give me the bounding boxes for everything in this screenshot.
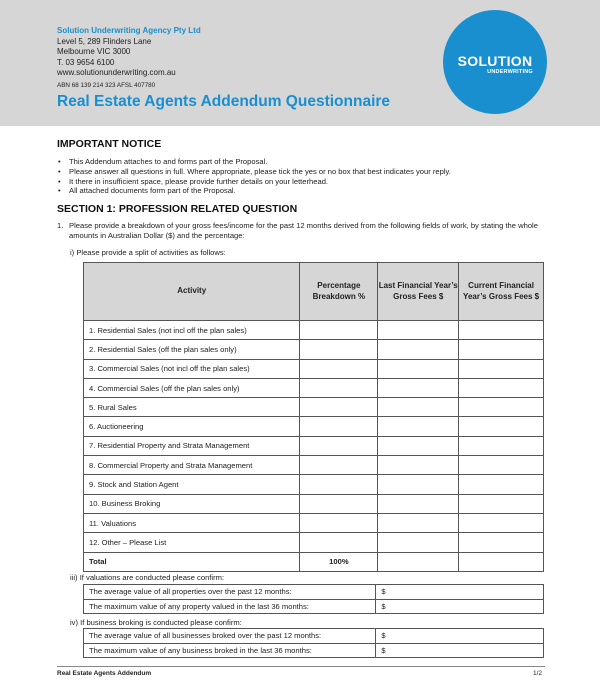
table-row <box>84 585 544 600</box>
broking-question: The average value of all businesses broked over the past 12 months: <box>84 629 376 644</box>
broking-answer-field[interactable]: $ <box>376 629 544 644</box>
valuation-question: The maximum value of any property valued in the last 36 months: <box>84 599 376 614</box>
current-fy-cell[interactable] <box>459 378 544 397</box>
activity-label: 1. Residential Sales (not incl off the plan sales) <box>84 321 300 340</box>
sub-question-i: i) Please provide a split of activities as follows: <box>70 248 226 257</box>
broking-answer-field[interactable]: $ <box>376 643 544 658</box>
last-fy-cell[interactable] <box>378 321 459 340</box>
valuation-answer-field[interactable]: $ <box>376 599 544 614</box>
last-fy-cell[interactable] <box>378 359 459 378</box>
valuations-table <box>83 584 544 614</box>
notice-bullet: • It there in insufficient space, please provide further details on your letterhead. <box>57 177 451 187</box>
activity-label: 12. Other – Please List <box>84 533 300 552</box>
percentage-cell[interactable] <box>300 494 378 513</box>
percentage-cell[interactable] <box>300 398 378 417</box>
activity-label: 8. Commercial Property and Strata Management <box>84 456 300 475</box>
question-1-text: Please provide a breakdown of your gross fees/income for the past 12 months derived from the following fields of work, by stating the whole amounts in Australian Dollar ($) and the percentage: <box>69 221 538 241</box>
company-name: Solution Underwriting Agency Pty Ltd <box>57 26 201 35</box>
table-row <box>84 629 544 644</box>
footer-document-name: Real Estate Agents Addendum <box>57 670 152 677</box>
notice-bullet: • Please answer all questions in full. Where appropriate, please tick the yes or no box that best indicates your reply. <box>57 167 451 177</box>
current-fy-cell[interactable] <box>459 533 544 552</box>
percentage-cell[interactable] <box>300 456 378 475</box>
activity-label: 6. Auctioneering <box>84 417 300 436</box>
broking-table <box>83 628 544 658</box>
table-row <box>84 436 544 455</box>
valuation-question: The average value of all properties over the past 12 months: <box>84 585 376 600</box>
percentage-cell[interactable] <box>300 475 378 494</box>
current-fy-cell[interactable] <box>459 494 544 513</box>
page-title: Real Estate Agents Addendum Questionnaire <box>57 93 391 110</box>
percentage-cell[interactable] <box>300 436 378 455</box>
company-details <box>57 26 201 91</box>
last-fy-cell[interactable] <box>378 533 459 552</box>
col-header-current-fy: Current Financial Year’s Gross Fees $ <box>459 263 544 321</box>
last-fy-cell[interactable] <box>378 494 459 513</box>
current-fy-cell[interactable] <box>459 398 544 417</box>
table-row <box>84 494 544 513</box>
current-fy-cell[interactable] <box>459 456 544 475</box>
footer-divider <box>57 666 545 667</box>
table-row <box>84 321 544 340</box>
current-fy-cell[interactable] <box>459 417 544 436</box>
valuation-answer-field[interactable]: $ <box>376 585 544 600</box>
table-row <box>84 359 544 378</box>
table-row <box>84 599 544 614</box>
table-row <box>84 643 544 658</box>
current-fy-cell[interactable] <box>459 513 544 532</box>
table-row <box>84 456 544 475</box>
percentage-cell[interactable] <box>300 340 378 359</box>
last-fy-cell[interactable] <box>378 417 459 436</box>
table-row <box>84 340 544 359</box>
activity-label: 3. Commercial Sales (not incl off the plan sales) <box>84 359 300 378</box>
percentage-cell[interactable] <box>300 321 378 340</box>
company-address-line1: Level 5, 289 Flinders Lane <box>57 36 152 46</box>
activity-label: 4. Commercial Sales (off the plan sales only) <box>84 378 300 397</box>
activity-label: 9. Stock and Station Agent <box>84 475 300 494</box>
company-abn: ABN 68 139 214 323 AFSL 407780 <box>57 81 156 89</box>
logo-wordmark: SOLUTION <box>457 53 533 69</box>
section1-heading: SECTION 1: PROFESSION RELATED QUESTION <box>57 203 298 215</box>
question-1 <box>57 221 557 242</box>
current-fy-cell[interactable] <box>459 436 544 455</box>
percentage-cell[interactable] <box>300 417 378 436</box>
percentage-cell[interactable] <box>300 359 378 378</box>
activity-label: 2. Residential Sales (off the plan sales only) <box>84 340 300 359</box>
current-fy-cell[interactable] <box>459 359 544 378</box>
current-fy-cell[interactable] <box>459 475 544 494</box>
last-fy-cell[interactable] <box>378 378 459 397</box>
last-fy-cell[interactable] <box>378 340 459 359</box>
total-last-fy-cell[interactable] <box>378 552 459 571</box>
company-website: www.solutionunderwriting.com.au <box>57 68 176 77</box>
table-row <box>84 475 544 494</box>
activity-table <box>83 262 544 572</box>
col-header-activity: Activity <box>84 263 300 321</box>
notice-bullet-list <box>57 157 451 196</box>
broking-question: The maximum value of any business broked in the last 36 months: <box>84 643 376 658</box>
question-1-number: 1. <box>57 221 64 230</box>
table-row <box>84 398 544 417</box>
percentage-cell[interactable] <box>300 533 378 552</box>
table-row <box>84 513 544 532</box>
footer-page-number: 1/2 <box>533 670 543 677</box>
activity-label: 7. Residential Property and Strata Management <box>84 436 300 455</box>
total-current-fy-cell[interactable] <box>459 552 544 571</box>
col-header-last-fy: Last Financial Year’s Gross Fees $ <box>378 263 459 321</box>
last-fy-cell[interactable] <box>378 475 459 494</box>
percentage-cell[interactable] <box>300 378 378 397</box>
logo-subtitle: UNDERWRITING <box>487 69 533 75</box>
notice-bullet: • This Addendum attaches to and forms part of the Proposal. <box>57 157 451 167</box>
table-row <box>84 533 544 552</box>
solution-logo <box>443 10 547 114</box>
notice-heading: IMPORTANT NOTICE <box>57 138 162 150</box>
activity-label: 10. Business Broking <box>84 494 300 513</box>
current-fy-cell[interactable] <box>459 340 544 359</box>
sub-question-iv: iv) If business broking is conducted please confirm: <box>70 618 242 627</box>
total-percentage: 100% <box>300 552 378 571</box>
last-fy-cell[interactable] <box>378 456 459 475</box>
last-fy-cell[interactable] <box>378 436 459 455</box>
total-row <box>84 552 544 571</box>
total-label: Total <box>84 552 300 571</box>
percentage-cell[interactable] <box>300 513 378 532</box>
table-row <box>84 417 544 436</box>
table-row <box>84 378 544 397</box>
activity-table-header <box>84 263 544 321</box>
company-phone: T. 03 9654 6100 <box>57 57 115 67</box>
current-fy-cell[interactable] <box>459 321 544 340</box>
sub-question-iii: iii) If valuations are conducted please confirm: <box>70 573 225 582</box>
last-fy-cell[interactable] <box>378 513 459 532</box>
col-header-percentage: Percentage Breakdown % <box>300 263 378 321</box>
activity-label: 5. Rural Sales <box>84 398 300 417</box>
company-address-line2: Melbourne VIC 3000 <box>57 47 131 56</box>
last-fy-cell[interactable] <box>378 398 459 417</box>
notice-bullet: • All attached documents form part of the Proposal. <box>57 186 451 196</box>
activity-label: 11. Valuations <box>84 513 300 532</box>
